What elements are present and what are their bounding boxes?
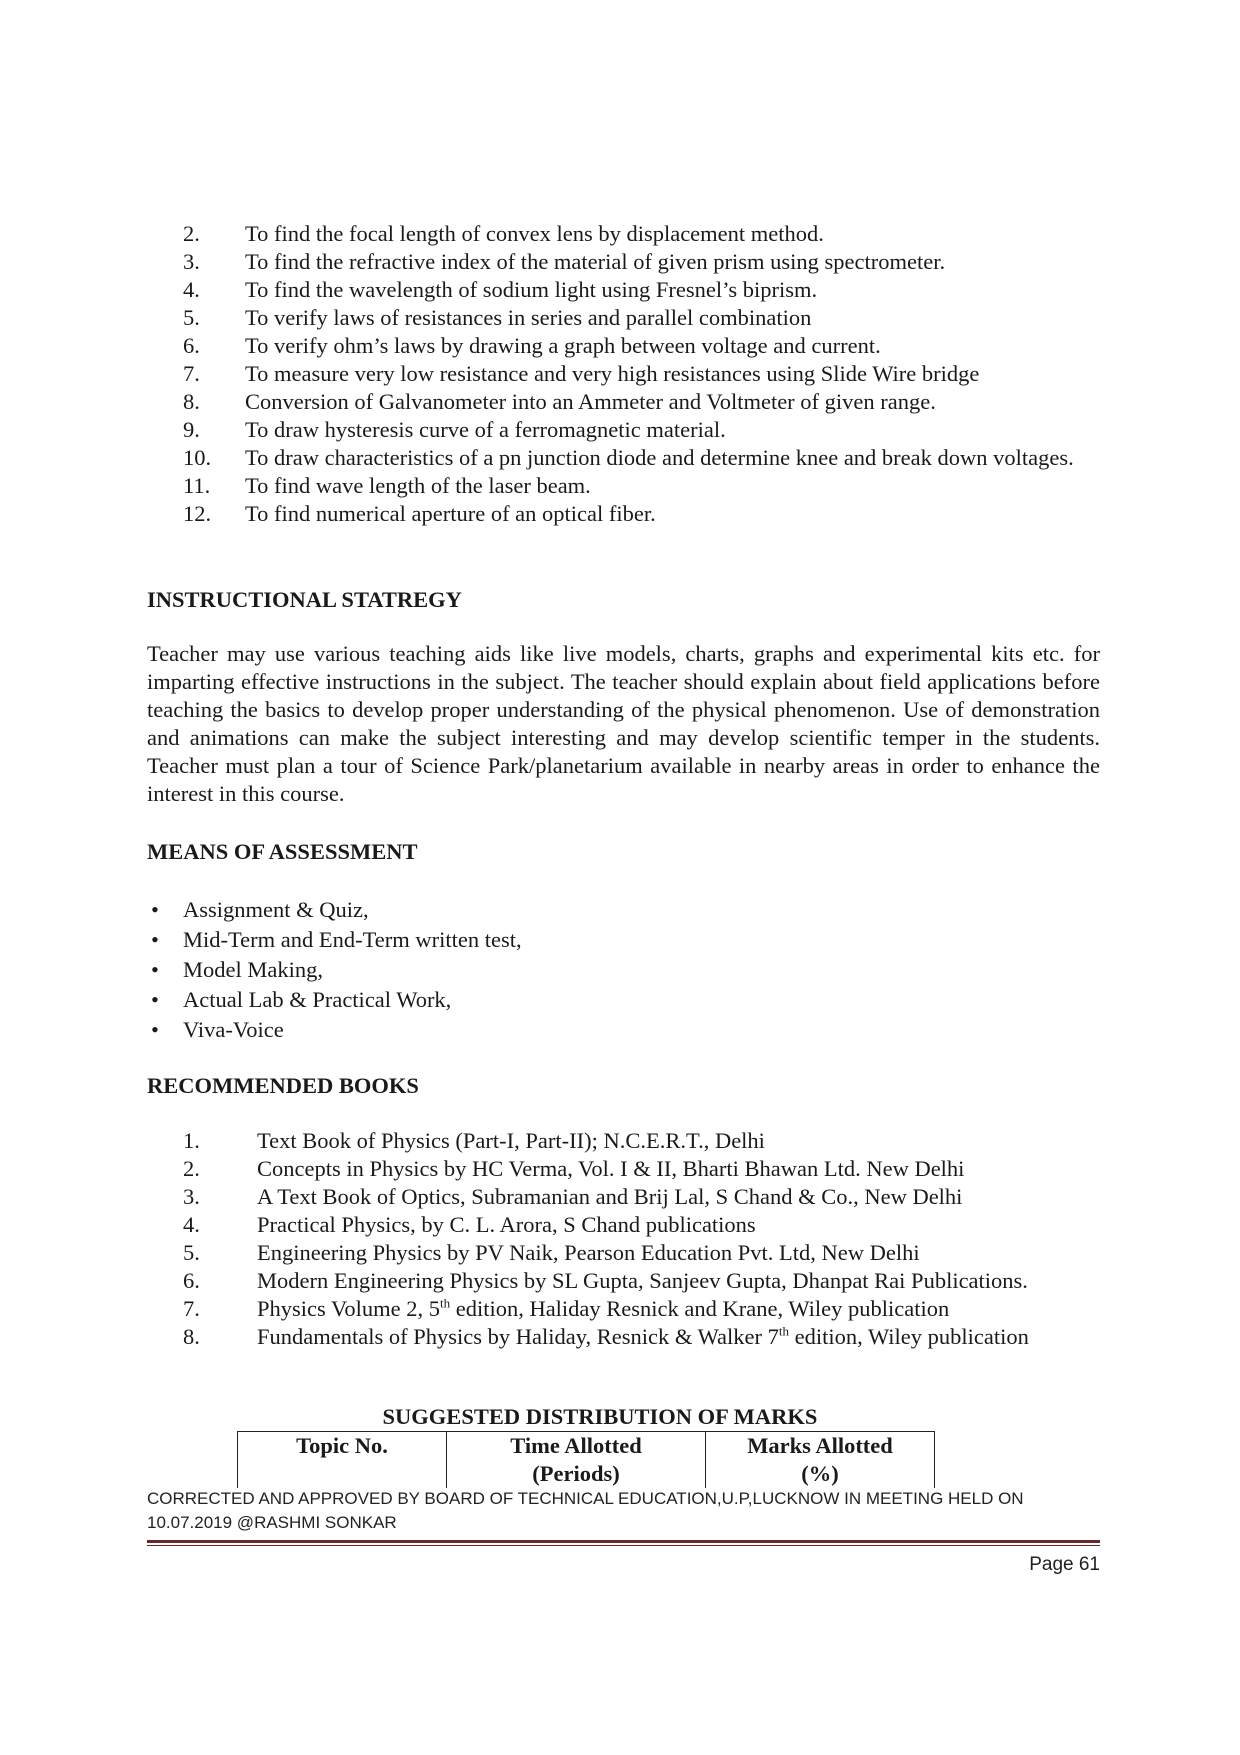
list-item	[147, 304, 1100, 332]
list-item	[147, 472, 1100, 500]
list-item	[147, 248, 1100, 276]
list-item-number: 9.	[183, 417, 200, 442]
list-item-number: 6.	[183, 1268, 200, 1293]
list-item-number: 12.	[183, 501, 212, 526]
list-item-text: Model Making,	[183, 957, 323, 982]
list-item-text: Mid-Term and End-Term written test,	[183, 927, 522, 952]
list-item-text: To measure very low resistance and very high resistances using Slide Wire bridge	[245, 361, 980, 386]
list-item-text: Engineering Physics by PV Naik, Pearson Education Pvt. Ltd, New Delhi	[257, 1240, 920, 1265]
header-line: Time Allotted	[510, 1433, 642, 1458]
list-item-text: Modern Engineering Physics by SL Gupta, Sanjeev Gupta, Dhanpat Rai Publications.	[257, 1268, 1028, 1293]
list-item-text: Practical Physics, by C. L. Arora, S Chand publications	[257, 1212, 756, 1237]
footer-note: CORRECTED AND APPROVED BY BOARD OF TECHNICAL EDUCATION,U.P,LUCKNOW IN MEETING HELD ON 10.07.2019 @RASHMI SONKAR	[147, 1489, 1024, 1532]
header-line: Marks Allotted	[747, 1433, 893, 1458]
page-number: Page 61	[1029, 1554, 1100, 1575]
marks-table	[237, 1431, 935, 1488]
list-item-text: Conversion of Galvanometer into an Ammeter and Voltmeter of given range.	[245, 389, 936, 414]
list-item	[147, 1211, 1100, 1239]
list-item-number: 4.	[183, 1212, 200, 1237]
bullet-icon: •	[151, 897, 159, 922]
list-item-text: Text Book of Physics (Part-I, Part-II); N.C.E.R.T., Delhi	[257, 1128, 765, 1153]
list-item	[147, 360, 1100, 388]
list-item-text: To find the wavelength of sodium light using Fresnel’s biprism.	[245, 277, 818, 302]
list-item	[147, 1239, 1100, 1267]
table-header-cell	[706, 1432, 935, 1489]
list-item-text: To verify ohm’s laws by drawing a graph between voltage and current.	[245, 333, 881, 358]
list-item-number: 6.	[183, 333, 200, 358]
list-item	[147, 416, 1100, 444]
list-item-text: To find wave length of the laser beam.	[245, 473, 591, 498]
bullet-icon: •	[151, 957, 159, 982]
list-item-text: To find the refractive index of the material of given prism using spectrometer.	[245, 249, 946, 274]
list-item	[147, 220, 1100, 248]
list-item-text: To verify laws of resistances in series and parallel combination	[245, 305, 812, 330]
list-item-number: 5.	[183, 305, 200, 330]
table-header-cell	[238, 1432, 447, 1489]
list-item-text: A Text Book of Optics, Subramanian and Brij Lal, S Chand & Co., New Delhi	[257, 1184, 963, 1209]
list-item-number: 2.	[183, 1156, 200, 1181]
list-item-number: 8.	[183, 389, 200, 414]
instructional-strategy-heading: INSTRUCTIONAL STATREGY	[147, 587, 462, 612]
list-item-number: 10.	[183, 445, 212, 470]
list-item	[147, 276, 1100, 304]
list-item	[147, 444, 1100, 472]
list-item-text: Actual Lab & Practical Work,	[183, 987, 452, 1012]
header-line: (Periods)	[532, 1461, 620, 1486]
book-text-part: Physics Volume 2, 5	[257, 1296, 440, 1321]
instructional-strategy-paragraph: Teacher may use various teaching aids like live models, charts, graphs and experimental kits etc. for imparting effective instructions in the subject. The teacher should explain about field applications before teaching the basics to develop proper understanding of the physical phenomenon. Use of demonstration and animations can make the subject interesting and may develop scientific temper in the students. Teacher must plan a tour of Science Park/planetarium available in nearby areas in order to enhance the interest in this course.	[147, 641, 1100, 806]
list-item-number: 3.	[183, 249, 200, 274]
list-item	[147, 1183, 1100, 1211]
table-header-cell	[447, 1432, 706, 1489]
list-item-number: 5.	[183, 1240, 200, 1265]
list-item	[147, 925, 847, 955]
list-item-text: To draw hysteresis curve of a ferromagnetic material.	[245, 417, 726, 442]
book-text-part: edition, Haliday Resnick and Krane, Wiley publication	[450, 1296, 950, 1321]
list-item	[147, 1127, 1100, 1155]
list-item-text	[257, 1295, 1100, 1323]
list-item-text: Concepts in Physics by HC Verma, Vol. I & II, Bharti Bhawan Ltd. New Delhi	[257, 1156, 965, 1181]
bullet-icon: •	[151, 927, 159, 952]
assessment-list	[147, 895, 847, 1045]
list-item	[147, 985, 847, 1015]
bullet-icon: •	[151, 1017, 159, 1042]
marks-table-title: SUGGESTED DISTRIBUTION OF MARKS	[382, 1404, 818, 1429]
bullet-icon: •	[151, 987, 159, 1012]
footer-divider	[147, 1545, 1100, 1546]
list-item-number: 1.	[183, 1128, 200, 1153]
book-list	[147, 1127, 1100, 1351]
recommended-books-heading: RECOMMENDED BOOKS	[147, 1073, 419, 1098]
list-item-number: 3.	[183, 1184, 200, 1209]
list-item	[147, 1295, 1100, 1323]
list-item-number: 2.	[183, 221, 200, 246]
superscript: th	[439, 1295, 451, 1311]
list-item-text: Viva-Voice	[183, 1017, 284, 1042]
header-line: Topic No.	[296, 1433, 388, 1458]
list-item-text: To draw characteristics of a pn junction diode and determine knee and break down voltages.	[245, 445, 1074, 470]
list-item-text: Assignment & Quiz,	[183, 897, 369, 922]
list-item	[147, 388, 1100, 416]
list-item	[147, 1015, 847, 1045]
table-header-row	[238, 1432, 935, 1489]
list-item-number: 8.	[183, 1324, 200, 1349]
list-item	[147, 1323, 1100, 1351]
list-item-number: 7.	[183, 1296, 200, 1321]
list-item-number: 4.	[183, 277, 200, 302]
book-text-part: Fundamentals of Physics by Haliday, Resnick & Walker 7	[257, 1324, 779, 1349]
superscript: th	[778, 1323, 789, 1339]
list-item	[147, 332, 1100, 360]
list-item-number: 11.	[183, 473, 211, 498]
list-item-number: 7.	[183, 361, 200, 386]
list-item-text: To find numerical aperture of an optical fiber.	[245, 501, 656, 526]
footer-divider	[147, 1540, 1100, 1543]
header-line: (%)	[801, 1461, 839, 1486]
list-item	[147, 500, 1100, 528]
experiment-list	[147, 220, 1100, 528]
list-item	[147, 895, 847, 925]
list-item-text: To find the focal length of convex lens by displacement method.	[245, 221, 824, 246]
list-item	[147, 1267, 1100, 1295]
list-item-text	[257, 1323, 1100, 1351]
means-of-assessment-heading: MEANS OF ASSESSMENT	[147, 839, 418, 864]
list-item	[147, 955, 847, 985]
list-item	[147, 1155, 1100, 1183]
book-text-part: edition, Wiley publication	[789, 1324, 1029, 1349]
